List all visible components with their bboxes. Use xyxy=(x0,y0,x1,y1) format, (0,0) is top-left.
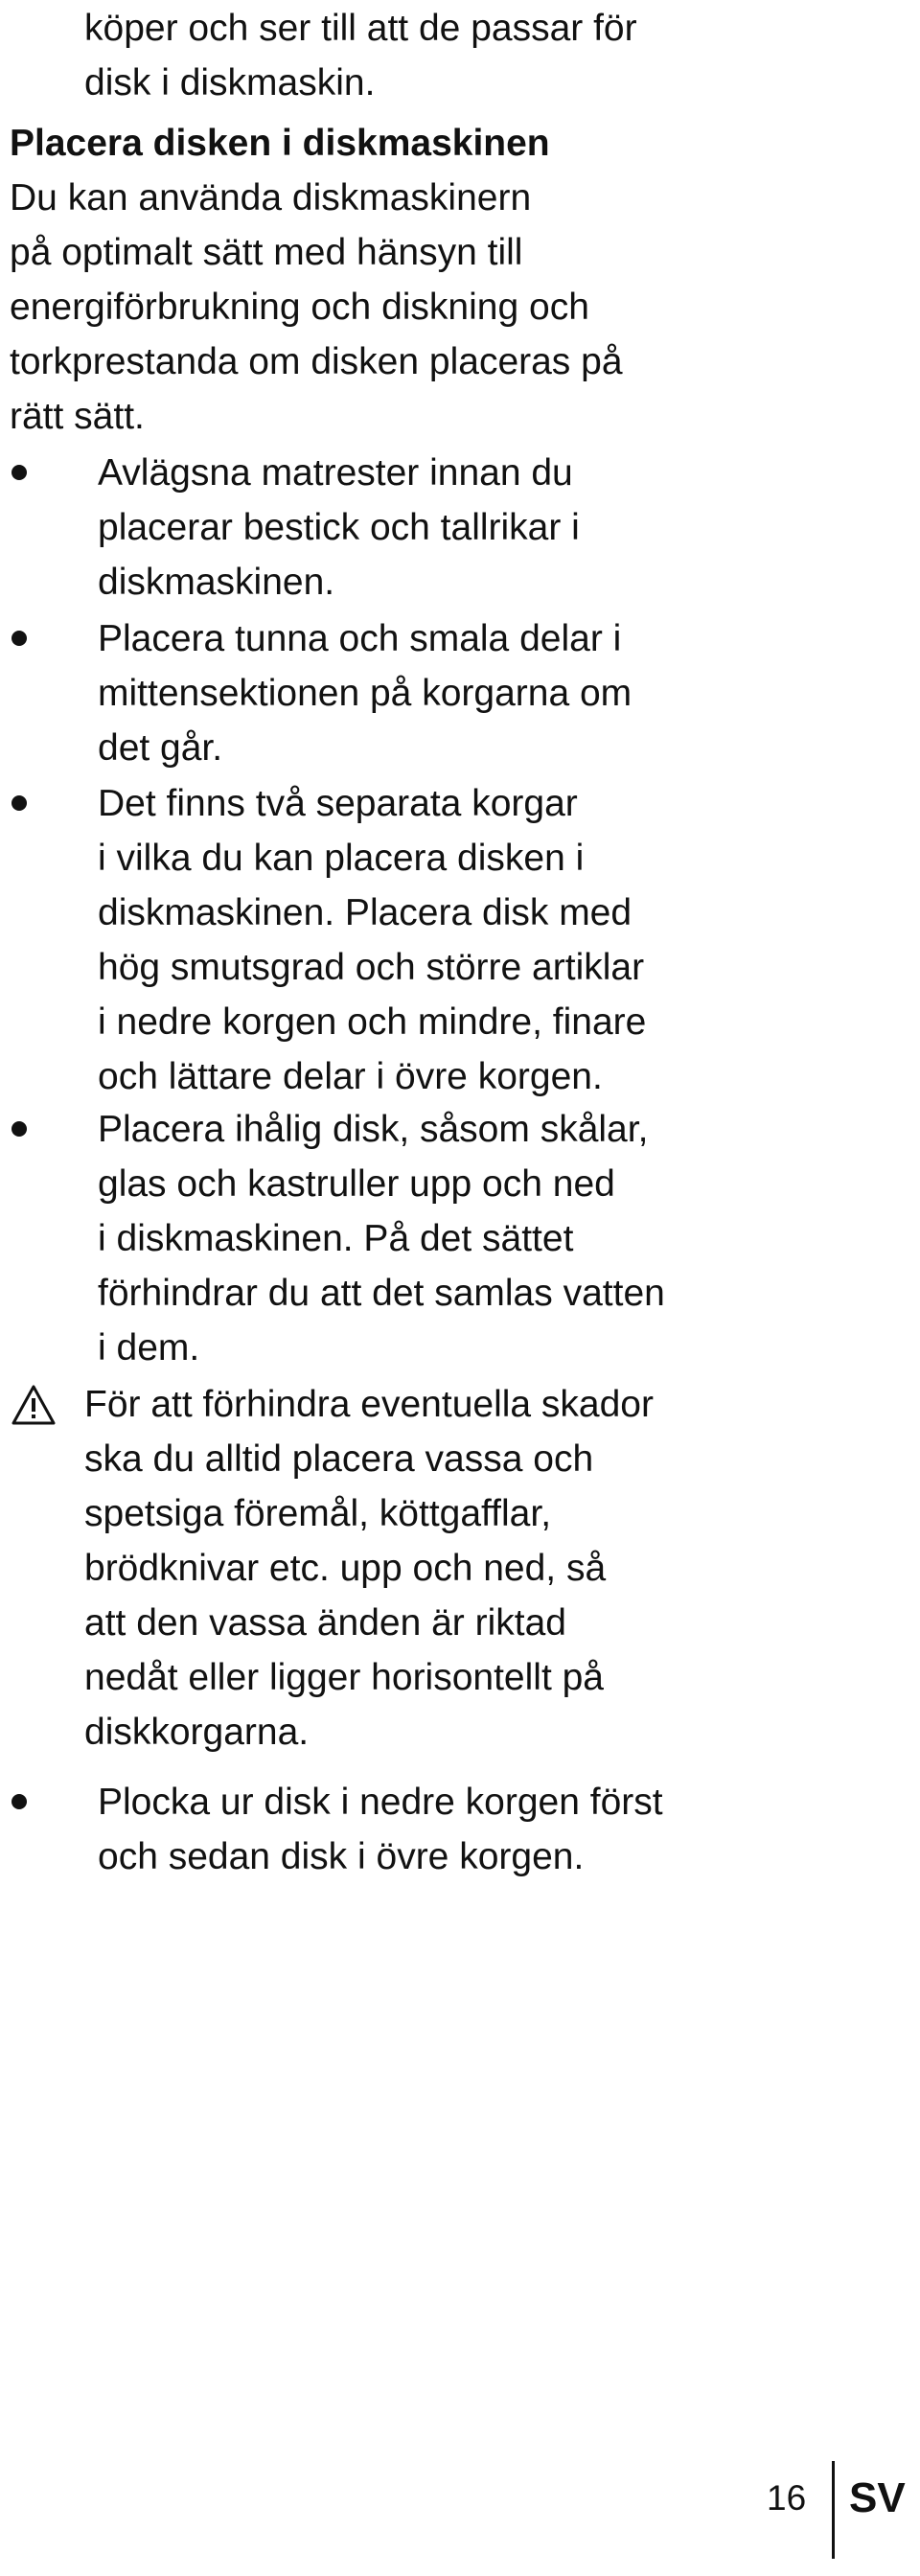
warning-text: För att förhindra eventuella skador ska du alltid placera vassa och spetsiga föremål, köttgafflar, brödknivar etc. upp och ned, så att den vassa änden är riktad nedåt eller ligger horisontellt på diskkorgarna. xyxy=(84,1384,654,1753)
bullet-dot-icon xyxy=(12,795,27,811)
warning-triangle-icon xyxy=(12,1385,56,1425)
section-heading: Placera disken i diskmaskinen xyxy=(10,123,550,164)
page-footer xyxy=(757,2461,920,2547)
bullet-dot-icon xyxy=(12,1121,27,1137)
footer-divider xyxy=(832,2461,835,2559)
bullet-text: Placera tunna och smala delar i mittensektionen på korgarna om det går. xyxy=(98,618,632,769)
page-number: 16 xyxy=(767,2478,807,2518)
bullet-text: Plocka ur disk i nedre korgen först och sedan disk i övre korgen. xyxy=(98,1782,663,1877)
bullet-text: Placera ihålig disk, såsom skålar, glas och kastruller upp och ned i diskmaskinen. På det sättet förhindrar du att det samlas vatten i dem. xyxy=(98,1109,665,1368)
bullet-dot-icon xyxy=(12,631,27,646)
bullet-dot-icon xyxy=(12,465,27,480)
section-paragraph: Du kan använda diskmaskinern på optimalt sätt med hänsyn till energiförbrukning och diskning och torkprestanda om disken placeras på rätt sätt. xyxy=(10,177,623,437)
bullet-text: Avlägsna matrester innan du placerar bestick och tallrikar i diskmaskinen. xyxy=(98,452,580,603)
language-code: SV xyxy=(849,2474,906,2521)
bullet-dot-icon xyxy=(12,1794,27,1809)
bullet-text: Det finns två separata korgar i vilka du kan placera disken i diskmaskinen. Placera disk med hög smutsgrad och större artiklar i nedre korgen och mindre, finare och lättare delar i övre korgen. xyxy=(98,783,647,1097)
intro-text: köper och ser till att de passar för disk i diskmaskin. xyxy=(84,8,637,104)
